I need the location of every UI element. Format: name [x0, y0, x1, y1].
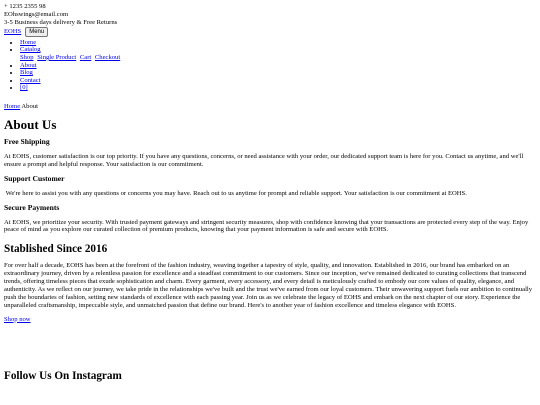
email-address: EOhswings@email.com — [4, 10, 69, 18]
feature-title-free-shipping: Free Shipping — [4, 136, 50, 146]
breadcrumb-home[interactable]: Home — [4, 102, 21, 110]
nav-link-shop[interactable]: Shop — [20, 53, 34, 61]
breadcrumb — [4, 103, 536, 111]
brand-row — [4, 27, 536, 37]
main-nav — [4, 39, 536, 92]
catalog-submenu — [20, 54, 536, 62]
feature-text-free-shipping: At EOHS, customer satisfaction is our top priority. If you have any questions, concerns, or need assistance with your order, our dedicated support team is here for you. Contact us anytime, and we'll ensure a prompt and helpful response. Your satisfaction is our commitment. — [4, 152, 524, 168]
story-title: Stablished Since 2016 — [4, 243, 108, 256]
nav-item-about — [20, 62, 536, 70]
nav-link-about[interactable]: About — [20, 61, 37, 69]
nav-link-contact[interactable]: Contact — [20, 76, 41, 84]
shop-now-link[interactable]: Shop now — [4, 315, 31, 323]
logo-link[interactable]: EOHS — [4, 27, 22, 35]
breadcrumb-current: About — [21, 102, 38, 110]
feature-text-secure-payments: At EOHS, we prioritize your security. With trusted payment gateways and stringent security measures, shop with confidence knowing that your transactions are protected every step of the way. Enjoy peace of mind as you explore our curated collection of premium products, knowing that your payment information is safe and secure with EOHS. — [4, 218, 529, 234]
nav-link-catalog[interactable]: Catalog — [20, 46, 41, 54]
nav-link-blog[interactable]: Blog — [20, 69, 33, 77]
story-text: For over half a decade, EOHS has been at the forefront of the fashion industry, weaving together a tapestry of style, quality, and innovation. Established in 2016, our brand has embarked on an extraordinary journey, driven by a relentless passion for excellence and a steadfast commitment to our customers. Since our inception, we've remained dedicated to curating collections that transcend trends, offering timeless pieces that exude sophistication and charm. Every garment, every accessory, and every detail is meticulously crafted to embody our core values of quality, elegance, and authenticity. As we reflect on our journey, we take pride in the relationships we've built and the trust we've earned from our loyal customers. Their unwavering support fuels our ambition to continually push the boundaries of fashion, setting new standards of excellence with each passing year. Join us as we celebrate the legacy of EOHS and embark on the next chapter of our story. Experience the unparalleled craftsmanship, impeccable style, and unmatched passion that define our brand. Here's to another year of fashion excellence and timeless elegance with EOHS. — [4, 262, 533, 309]
nav-item-contact — [20, 77, 536, 85]
instagram-title: Follow Us On Instagram — [4, 369, 122, 382]
feature-title-secure-payments: Secure Payments — [4, 202, 60, 212]
delivery-notice: 3-5 Business days delivery & Free Returns — [4, 18, 118, 26]
nav-item-catalog — [20, 46, 536, 61]
feature-title-support-customer: Support Customer — [4, 173, 65, 183]
nav-item-blog — [20, 69, 536, 77]
cart-count-link[interactable]: [0] — [20, 84, 28, 92]
menu-button[interactable]: Menu — [25, 27, 48, 37]
nav-link-home[interactable]: Home — [20, 38, 37, 46]
nav-link-cart[interactable]: Cart — [79, 53, 92, 61]
nav-item-home — [20, 39, 536, 47]
nav-link-checkout[interactable]: Checkout — [94, 53, 121, 61]
nav-item-cart — [20, 84, 536, 92]
feature-text-support-customer: We're here to assist you with any questions or concerns you may have. Reach out to us anytime for prompt and reliable support. Your satisfaction is our commitment at EOHS. — [4, 189, 467, 197]
nav-link-single-product[interactable]: Single Product — [37, 53, 77, 61]
page-title: About Us — [4, 116, 57, 132]
phone-number: + 1235 2355 98 — [4, 3, 46, 10]
